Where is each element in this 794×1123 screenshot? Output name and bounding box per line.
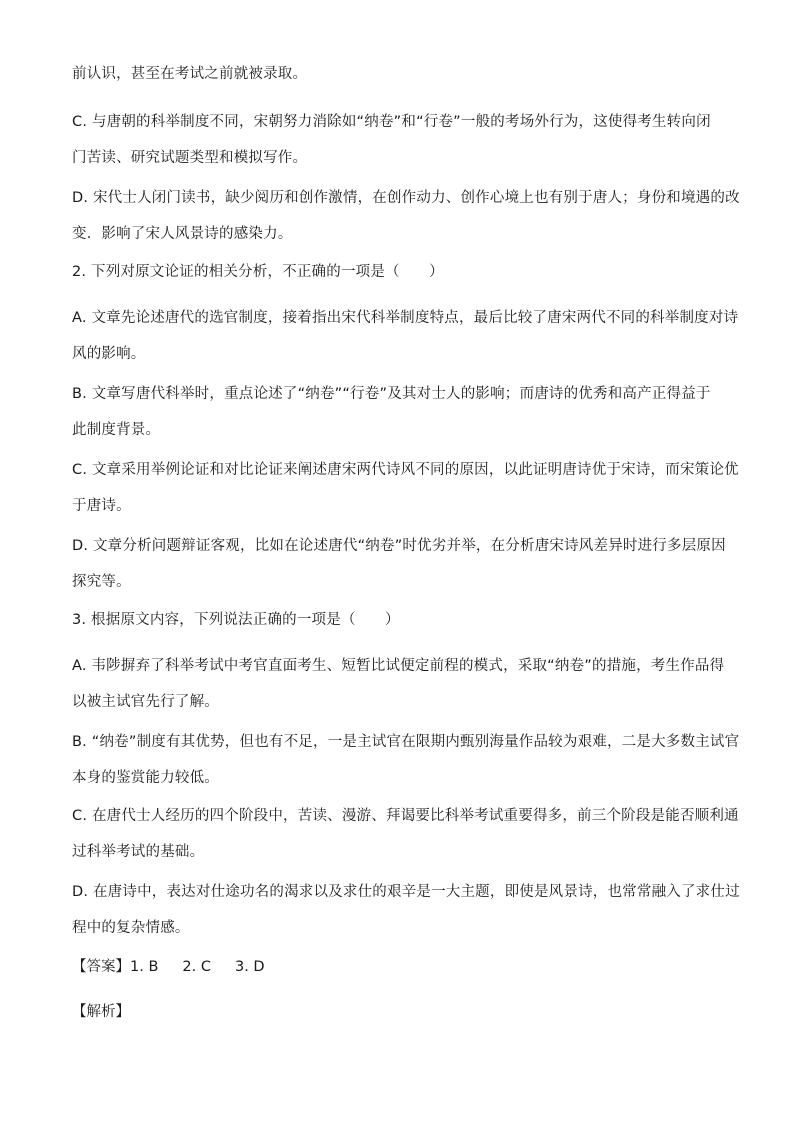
text-line: D. 在唐诗中，表达对仕途功名的渴求以及求仕的艰辛是一大主题，即使是风景诗，也常常融入了求仕过 xyxy=(72,884,740,900)
answer-item: 3. D xyxy=(234,959,265,975)
text-line: 于唐诗。 xyxy=(72,498,131,514)
question2-option-b xyxy=(72,376,724,448)
answer-tag: 【答案】 xyxy=(72,959,130,975)
text-line: D. 宋代士人闭门读书，缺少阅历和创作激情，在创作动力、创作心境上也有别于唐人；身份和境遇的改 xyxy=(72,190,740,206)
question2-option-c xyxy=(72,452,739,524)
text-line: 风的影响。 xyxy=(72,346,146,362)
analysis-tag: 【解析】 xyxy=(72,1004,130,1020)
answer-item: 2. C xyxy=(182,959,211,975)
question2-option-d xyxy=(72,528,724,600)
question3-option-a xyxy=(72,648,724,720)
text-line: 过科举考试的基础。 xyxy=(72,844,205,860)
answer-section xyxy=(72,949,265,985)
question3-option-b xyxy=(72,724,740,796)
text-line: 前认识，甚至在考试之前就被录取。 xyxy=(72,66,308,82)
paragraph-continuation xyxy=(72,56,724,92)
text-line: C. 文章采用举例论证和对比论证来阐述唐宋两代诗风不同的原因，以此证明唐诗优于宋诗，而宋策论优 xyxy=(72,462,739,478)
text-line: B. 文章写唐代科举时，重点论述了“纳卷”“行卷”及其对士人的影响；而唐诗的优秀和高产正得益于 xyxy=(72,386,711,402)
text-line: 门苦读、研究试题类型和模拟写作。 xyxy=(72,150,308,166)
text-line: B. “纳卷”制度有其优势，但也有不足，一是主试官在限期内甄别海量作品较为艰难，二是大多数主试官 xyxy=(72,734,740,750)
text-line: C. 与唐朝的科举制度不同，宋朝努力消除如“纳卷”和“行卷”一般的考场外行为，这使得考生转向闭 xyxy=(72,114,711,130)
answer-item: 1. B xyxy=(130,959,159,975)
text-line: 以被主试官先行了解。 xyxy=(72,694,219,710)
text-line: 变．影响了宋人风景诗的感染力。 xyxy=(72,226,293,242)
text-line: 2. 下列对原文论证的相关分析，不正确的一项是（ ） xyxy=(72,264,444,280)
text-line: A. 文章先论述唐代的选官制度，接着指出宋代科举制度特点，最后比较了唐宋两代不同的科举制度对诗 xyxy=(72,310,739,326)
text-line: 程中的复杂情感。 xyxy=(72,920,190,936)
question2-option-a xyxy=(72,300,739,372)
text-line: 探究等。 xyxy=(72,574,131,590)
question2-stem xyxy=(72,254,724,290)
question1-option-d xyxy=(72,180,740,252)
text-line: 此制度背景。 xyxy=(72,422,161,438)
question1-option-c xyxy=(72,104,724,176)
text-line: C. 在唐代士人经历的四个阶段中，苦读、漫游、拜谒要比科举考试重要得多，前三个阶段是能否顺利通 xyxy=(72,808,739,824)
question3-option-d xyxy=(72,874,740,946)
question3-option-c xyxy=(72,798,739,870)
text-line: 本身的鉴赏能力较低。 xyxy=(72,770,219,786)
analysis-heading xyxy=(72,994,130,1030)
text-line: D. 文章分析问题辩证客观，比如在论述唐代“纳卷”时优劣并举，在分析唐宋诗风差异时进行多层原因 xyxy=(72,538,726,554)
question3-stem xyxy=(72,602,724,638)
text-line: A. 韦陟摒弃了科举考试中考官直面考生、短暂比试便定前程的模式，采取“纳卷”的措施，考生作品得 xyxy=(72,658,725,674)
text-line: 3. 根据原文内容，下列说法正确的一项是（ ） xyxy=(72,612,400,628)
